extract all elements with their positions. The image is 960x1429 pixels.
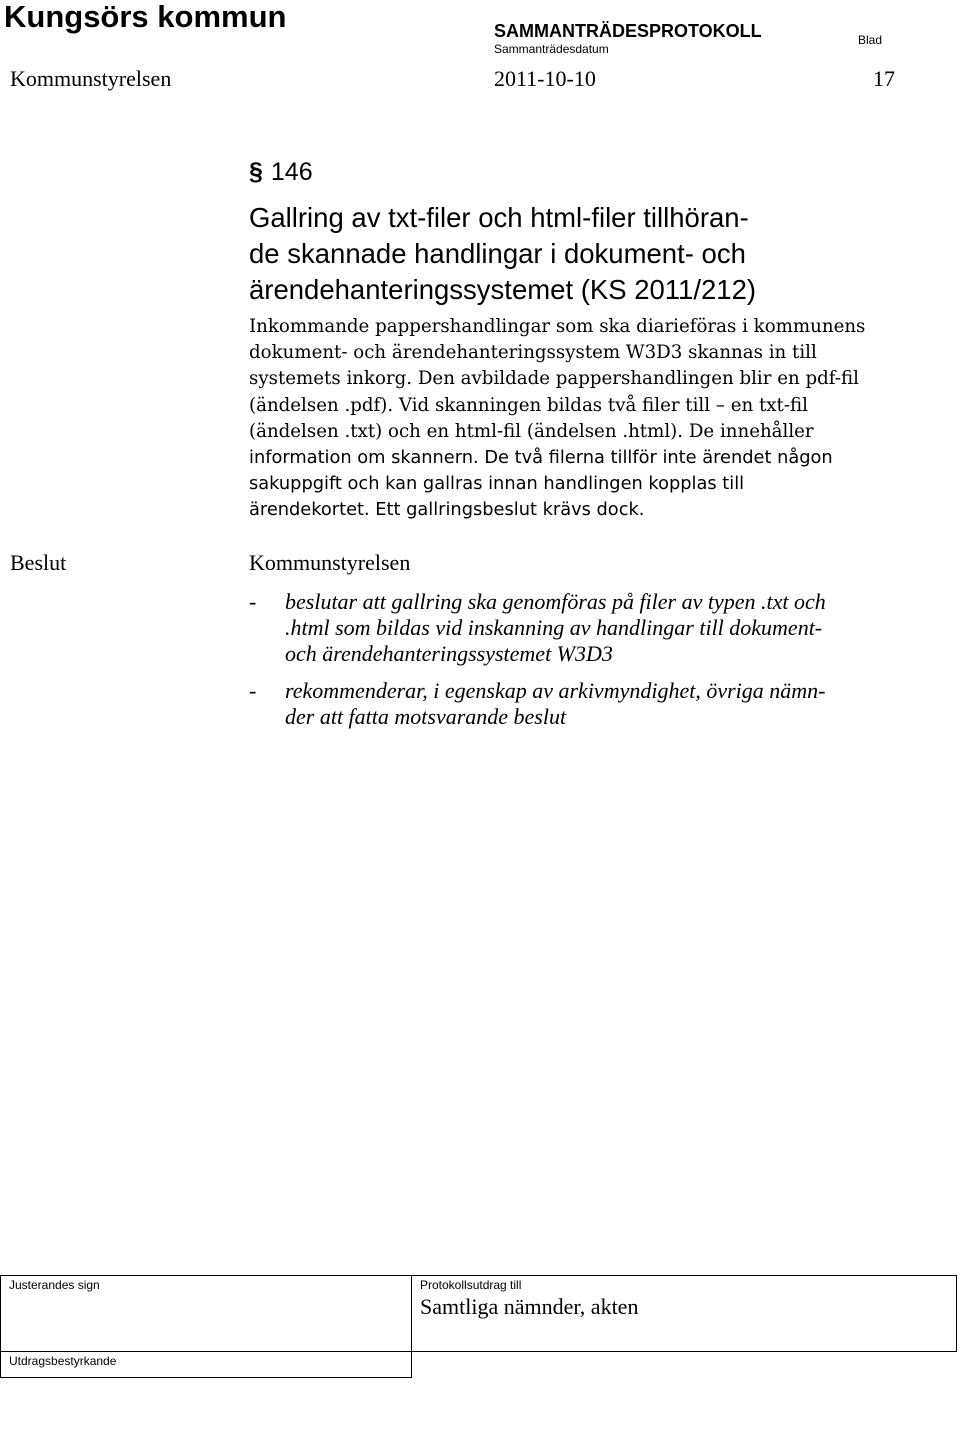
decision-item-line: .html som bildas vid inskanning av handlingar till dokument- [285, 615, 823, 640]
document-type: SAMMANTRÄDESPROTOKOLL [494, 21, 762, 41]
organization-name: Kungsörs kommun [4, 0, 287, 34]
utdragsbestyrkande-label: Utdragsbestyrkande [9, 1354, 117, 1368]
utdragsbestyrkande-cell [0, 1352, 412, 1378]
page-number: 17 [873, 66, 895, 91]
justerandes-sign-cell [0, 1276, 412, 1352]
decision-item-dash: - [249, 678, 257, 703]
justerandes-sign-label: Justerandes sign [9, 1278, 100, 1292]
protokollsutdrag-cell [412, 1276, 957, 1352]
committee-name: Kommunstyrelsen [10, 66, 172, 91]
body-line: systemets inkorg. Den avbildade pappershandlingen blir en pdf-fil [249, 368, 859, 390]
title-line: de skannade handlingar i dokument- och [249, 238, 746, 269]
protokollsutdrag-value: Samtliga nämnder, akten [420, 1294, 639, 1319]
body-line: dokument- och ärendehanteringssystem W3D3 skannas in till [249, 342, 817, 364]
section-number [249, 157, 313, 187]
title-line: ärendehanteringssystemet (KS 2011/212) [249, 274, 757, 305]
page-label: Blad [858, 33, 883, 47]
title-line: Gallring av txt-filer och html-filer tillhöran- [249, 202, 749, 233]
decision-body: Kommunstyrelsen [249, 550, 411, 575]
body-line: (ändelsen .pdf). Vid skanningen bildas två filer till – en txt-fil [249, 394, 808, 416]
paragraph-sign: § [249, 158, 263, 186]
section-body [249, 314, 939, 524]
decision-item-line: rekommenderar, i egenskap av arkivmyndighet, övriga nämn- [285, 678, 826, 703]
body-line: Inkommande pappershandlingar som ska diarieföras i kommunens [249, 316, 866, 337]
decision-item-line: der att fatta motsvarande beslut [285, 704, 567, 729]
meeting-date-label: Sammanträdesdatum [494, 42, 609, 56]
decision-label: Beslut [10, 550, 67, 575]
decision-item-line: beslutar att gallring ska genomföras på filer av typen .txt och [285, 589, 826, 614]
protokollsutdrag-label: Protokollsutdrag till [420, 1278, 522, 1292]
paragraph-number: 146 [270, 158, 313, 186]
body-line: sakuppgift och kan gallras innan handlingen kopplas till [249, 473, 745, 495]
body-line: ärendekortet. Ett gallringsbeslut krävs dock. [249, 499, 645, 521]
body-line: (ändelsen .txt) och en html-fil (ändelsen .html). De innehåller [249, 420, 814, 442]
body-line: information om skannern. De två filerna tillför inte ärendet någon [249, 447, 833, 469]
section-title [249, 200, 929, 308]
signature-table [0, 1275, 957, 1377]
decision-item-dash: - [249, 589, 257, 614]
meeting-date: 2011-10-10 [494, 66, 596, 91]
decision-item-line: och ärendehanteringssystemet W3D3 [285, 641, 613, 666]
